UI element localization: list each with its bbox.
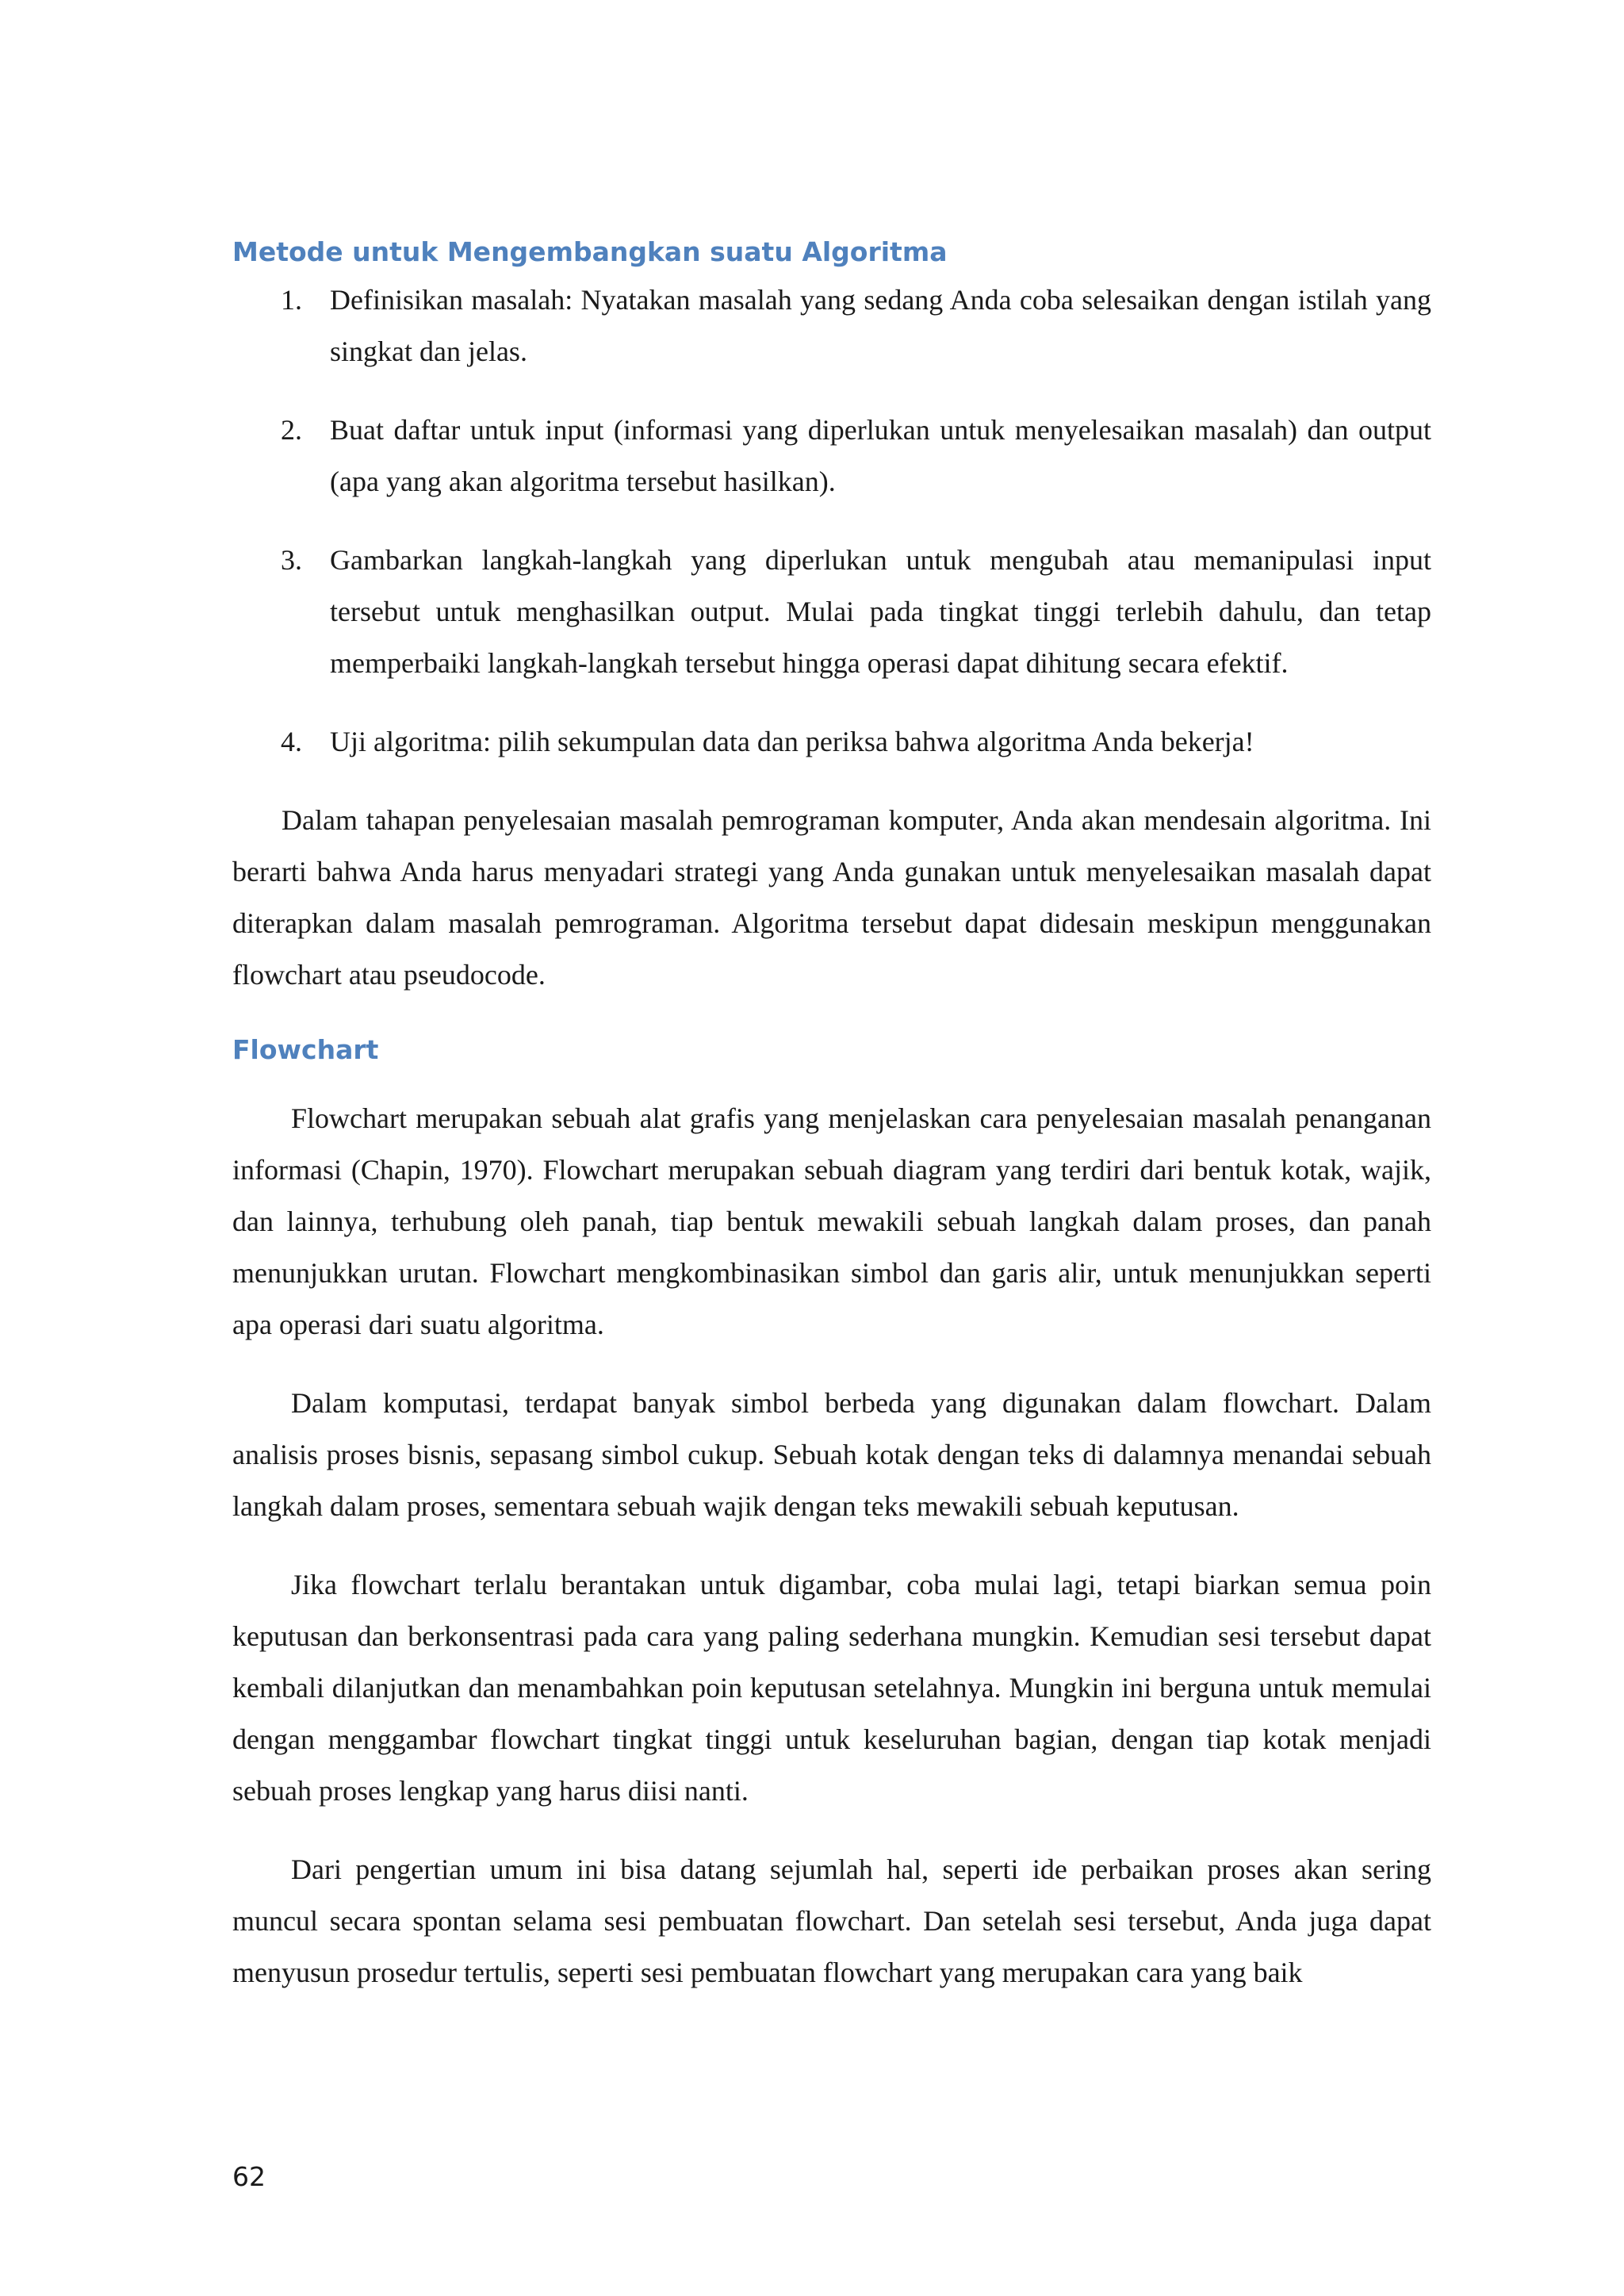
list-item-text: Uji algoritma: pilih sekumpulan data dan periksa bahwa algoritma Anda bekerja! (330, 726, 1254, 757)
steps-list (232, 274, 1431, 768)
list-item-number: 1. (281, 284, 302, 316)
paragraph-flowchart-symbols: Dalam komputasi, terdapat banyak simbol berbeda yang digunakan dalam flowchart. Dalam analisis proses bisnis, sepasang simbol cukup. Sebuah kotak dengan teks di dalamnya menandai sebuah langkah dalam proses, sementara sebuah wajik dengan teks mewakili sebuah keputusan. (232, 1387, 1431, 1522)
paragraph-algorithm-design: Dalam tahapan penyelesaian masalah pemrograman komputer, Anda akan mendesain algoritma. Ini berarti bahwa Anda harus menyadari strategi yang Anda gunakan untuk menyelesaikan masalah dapat diterapkan dalam masalah pemrograman. Algoritma tersebut dapat didesain meskipun menggunakan flowchart atau pseudocode. (232, 804, 1431, 991)
list-item (232, 535, 1431, 689)
section-heading-metode: Metode untuk Mengembangkan suatu Algoritma (232, 236, 948, 267)
paragraph-flowchart-tips: Jika flowchart terlalu berantakan untuk digambar, coba mulai lagi, tetapi biarkan semua poin keputusan dan berkonsentrasi pada cara yang paling sederhana mungkin. Kemudian sesi tersebut dapat kembali dilanjutkan dan menambahkan poin keputusan setelahnya. Mungkin ini berguna untuk memulai dengan menggambar flowchart tingkat tinggi untuk keseluruhan bagian, dengan tiap kotak menjadi sebuah proses lengkap yang harus diisi nanti. (232, 1569, 1431, 1807)
list-item-text: Gambarkan langkah-langkah yang diperlukan untuk mengubah atau memanipulasi input tersebut untuk menghasilkan output. Mulai pada tingkat tinggi terlebih dahulu, dan tetap memperbaiki langkah-langkah tersebut hingga operasi dapat dihitung secara efektif. (330, 544, 1431, 679)
section-heading-flowchart: Flowchart (232, 1034, 379, 1065)
document-page (232, 230, 1431, 2026)
list-item-number: 3. (281, 544, 302, 576)
paragraph-flowchart-definition: Flowchart merupakan sebuah alat grafis yang menjelaskan cara penyelesaian masalah penanganan informasi (Chapin, 1970). Flowchart merupakan sebuah diagram yang terdiri dari bentuk kotak, wajik, dan lainnya, terhubung oleh panah, tiap bentuk mewakili sebuah langkah dalam proses, dan panah menunjukkan urutan. Flowchart mengkombinasikan simbol dan garis alir, untuk menunjukkan seperti apa operasi dari suatu algoritma. (232, 1102, 1431, 1340)
list-item (232, 716, 1431, 768)
list-item-text: Buat daftar untuk input (informasi yang diperlukan untuk menyelesaikan masalah) dan output (apa yang akan algoritma tersebut hasilkan). (330, 414, 1431, 497)
list-item-text: Definisikan masalah: Nyatakan masalah yang sedang Anda coba selesaikan dengan istilah yang singkat dan jelas. (330, 284, 1431, 367)
list-item-number: 4. (281, 726, 302, 757)
list-item (232, 274, 1431, 378)
paragraph-flowchart-benefits: Dari pengertian umum ini bisa datang sejumlah hal, seperti ide perbaikan proses akan sering muncul secara spontan selama sesi pembuatan flowchart. Dan setelah sesi tersebut, Anda juga dapat menyusun prosedur tertulis, seperti sesi pembuatan flowchart yang merupakan cara yang baik (232, 1853, 1431, 1988)
page-number: 62 (232, 2161, 266, 2192)
list-item-number: 2. (281, 414, 302, 446)
list-item (232, 404, 1431, 508)
